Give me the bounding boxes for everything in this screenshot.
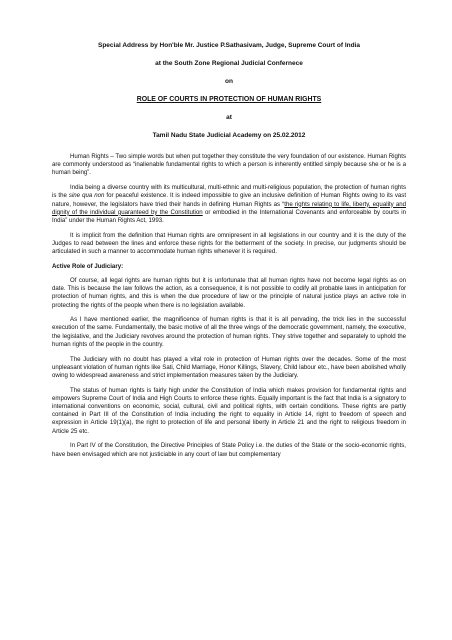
section-heading-active-role: Active Role of Judiciary: [52,262,124,270]
paragraph-definition-text-a: India being a diverse country with its multicultural, multi-ethnic and multi-religious population, the protection of human rights is the [52,184,406,200]
paragraph-definition [52,184,406,225]
paragraph-implicit: It is implicit from the definition that Human rights are omnipresent in all legislations in our country and it is the duty of the Judges to read between the lines and enforce these rights for the betterment of the society. In precise, our judgments should be articulated in such a manner to accommodate human rights whenever it is required. [52,231,406,256]
paragraph-definition-text-c: or embodied in the International Covenants and enforceable by courts in India” under the Human Rights Act, 1993. [52,208,406,224]
paragraph-judiciary-role: The Judiciary with no doubt has played a vital role in protection of Human rights over the decades. Some of the most unpleasant violation of human rights like Sati, Child Marriage, Honor Killings, Slavery, Child labour etc., have been abolished wholly owing to widespread awareness and strict implementation measures taken by the Judiciary. [52,355,406,379]
paragraph-constitution-status: The status of human rights is fairly high under the Constitution of India which makes provision for fundamental rights and empowers Supreme Court of India and High Courts to enforce these rights. Equally important is the fact that India is a signatory to international conventions on economic, social, cultural, civil and political rights, with certain conditions. These rights are partly contained in Part III of the Constitution of India including the right to equality in Article 14, right to freedom of speech and expression in Article 19(1)(a), the right to protection of life and personal liberty in Article 21 and the right to religious freedom in Article 25 etc. [52,386,406,435]
on-line: on [225,78,233,85]
paragraph-magnificence: As I have mentioned earlier, the magnificence of human rights is that it is all pervading, the trick lies in the successful execution of the same. Fundamentally, the basic motive of all the three wings of the democratic government, namely, the executive, the legislative, and the Judiciary revolves around the protection of human rights. They strive together and separately to uphold the human rights of the people in the country. [52,316,406,348]
paragraph-legal-rights: Of course, all legal rights are human rights but it is unfortunate that all human rights have not become legal rights as on date. This is because the law follows the action, as a consequence, it is not possible to codify all probable laws in anticipation for protection of human rights, and this is when the due procedure of law or the principle of natural justice plays an active role in protecting the rights of the people when there is no legislation available. [52,276,406,309]
address-byline: Special Address by Hon'ble Mr. Justice P.Sathasivam, Judge, Supreme Court of India [98,42,360,49]
latin-phrase: sine qua non [68,192,105,200]
at-line: at [226,114,232,121]
venue-date-line: Tamil Nadu State Judicial Academy on 25.02.2012 [152,132,306,139]
paragraph-part-iv: In Part IV of the Constitution, the Directive Principles of State Policy i.e. the duties of the State or the socio-economic rights, have been envisaged which are not justiciable in any court of law but complementary [52,442,406,458]
definition-quote-underlined: the rights relating to life, liberty, equality and dignity of the individual guaranteed by the Constitution [52,200,406,216]
paragraph-intro: Human Rights – Two simple words but when put together they constitute the very foundation of our existence. Human Rights are commonly understood as “inalienable fundamental rights to which a person is inherently entitled simply because she or he is a human being”. [52,153,406,177]
paragraph-definition-text-b: for peaceful existence. It is indeed impossible to give an inclusive definition of Human Rights owing to its vast nature, however, the legislators have tried their hands in defining Human Rights as “ [52,192,407,208]
conference-line: at the South Zone Regional Judicial Confernece [155,60,303,67]
document-title: ROLE OF COURTS IN PROTECTION OF HUMAN RIGHTS [136,96,322,103]
